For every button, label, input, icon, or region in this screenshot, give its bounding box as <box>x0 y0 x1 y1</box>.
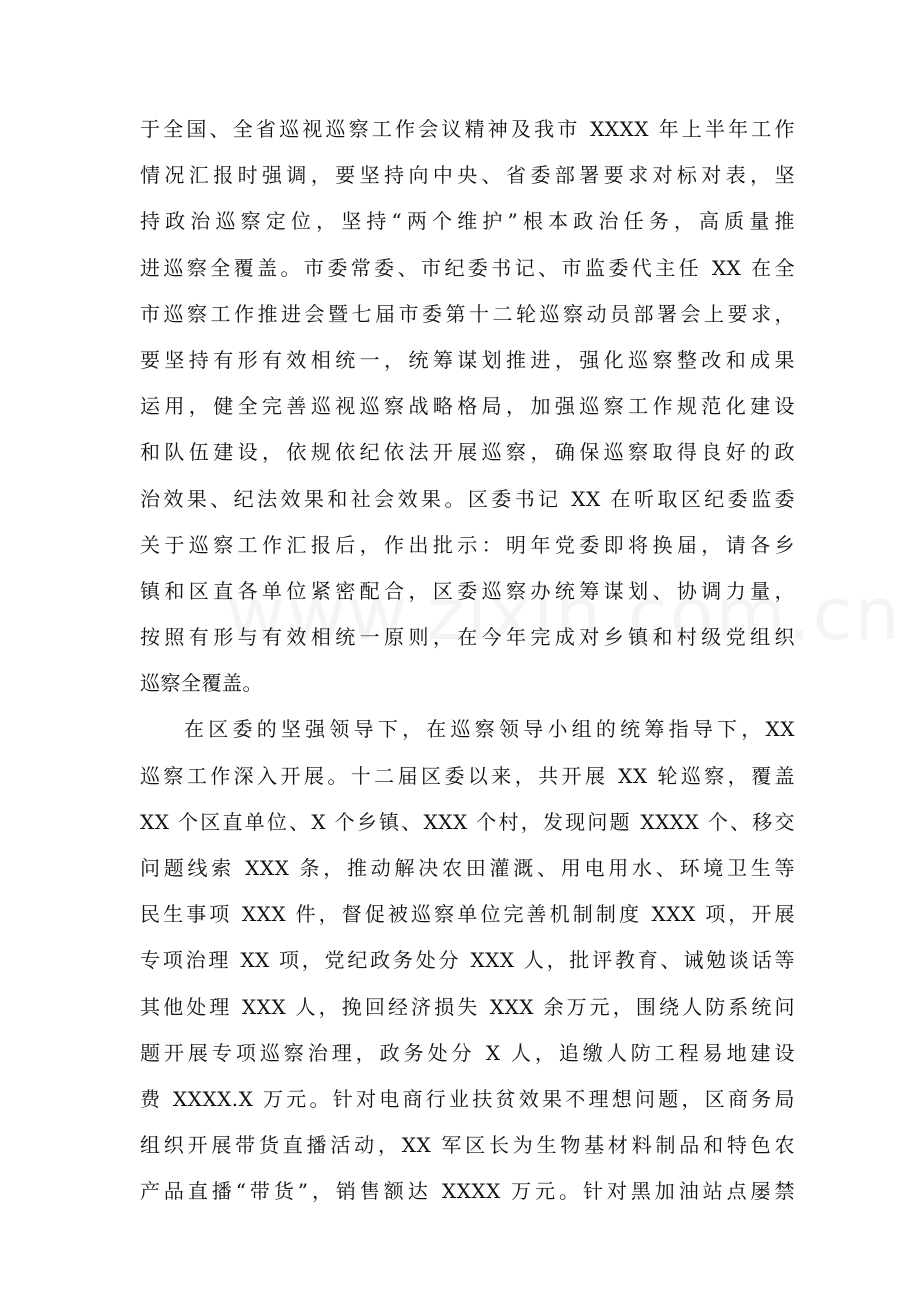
text-line: 运用，健全完善巡视巡察战略格局，加强巡察工作规范化建设 <box>140 394 795 419</box>
text-line: 巡察工作深入开展。十二届区委以来，共开展 XX 轮巡察，覆盖 <box>140 763 795 788</box>
text-line: 民生事项 XXX 件，督促被巡察单位完善机制制度 XXX 项，开展 <box>140 902 795 927</box>
body-text <box>140 106 795 1215</box>
text-line: 进巡察全覆盖。市委常委、市纪委书记、市监委代主任 XX 在全 <box>140 255 795 280</box>
text-line: 按照有形与有效相统一原则，在今年完成对乡镇和村级党组织 <box>140 625 795 650</box>
text-line: 在区委的坚强领导下，在巡察领导小组的统筹指导下，XX <box>184 717 795 742</box>
text-line: 要坚持有形有效相统一，统筹谋划推进，强化巡察整改和成果 <box>140 347 795 372</box>
text-line: 其他处理 XXX 人，挽回经济损失 XXX 余万元，围绕人防系统问 <box>140 994 795 1019</box>
text-line: 组织开展带货直播活动，XX 军区长为生物基材料制品和特色农 <box>140 1133 795 1158</box>
text-line: 题开展专项巡察治理，政务处分 X 人，追缴人防工程易地建设 <box>140 1040 795 1065</box>
text-line: 和队伍建设，依规依纪依法开展巡察，确保巡察取得良好的政 <box>140 440 795 465</box>
text-line: 市巡察工作推进会暨七届市委第十二轮巡察动员部署会上要求， <box>140 301 795 326</box>
text-line: XX 个区直单位、X 个乡镇、XXX 个村，发现问题 XXXX 个、移交 <box>140 809 795 834</box>
text-line: 关于巡察工作汇报后，作出批示：明年党委即将换届，请各乡 <box>140 532 795 557</box>
paragraph-1 <box>140 106 795 706</box>
text-line: 镇和区直各单位紧密配合，区委巡察办统筹谋划、协调力量， <box>140 578 795 603</box>
text-line: 情况汇报时强调，要坚持向中央、省委部署要求对标对表，坚 <box>140 163 795 188</box>
text-line: 专项治理 XX 项，党纪政务处分 XXX 人，批评教育、诫勉谈话等 <box>140 948 795 973</box>
text-line: 于全国、全省巡视巡察工作会议精神及我市 XXXX 年上半年工作 <box>140 117 795 141</box>
paragraph-2 <box>140 706 795 1214</box>
text-line: 问题线索 XXX 条，推动解决农田灌溉、用电用水、环境卫生等 <box>140 856 795 880</box>
text-line: 治效果、纪法效果和社会效果。区委书记 XX 在听取区纪委监委 <box>140 486 795 511</box>
text-line: 产品直播“带货”，销售额达 XXXX 万元。针对黑加油站点屡禁 <box>140 1179 795 1204</box>
text-line: 巡察全覆盖。 <box>140 671 263 696</box>
text-line: 持政治巡察定位，坚持“两个维护”根本政治任务，高质量推 <box>140 209 795 234</box>
text-line: 费 XXXX.X 万元。针对电商行业扶贫效果不理想问题，区商务局 <box>140 1086 795 1111</box>
